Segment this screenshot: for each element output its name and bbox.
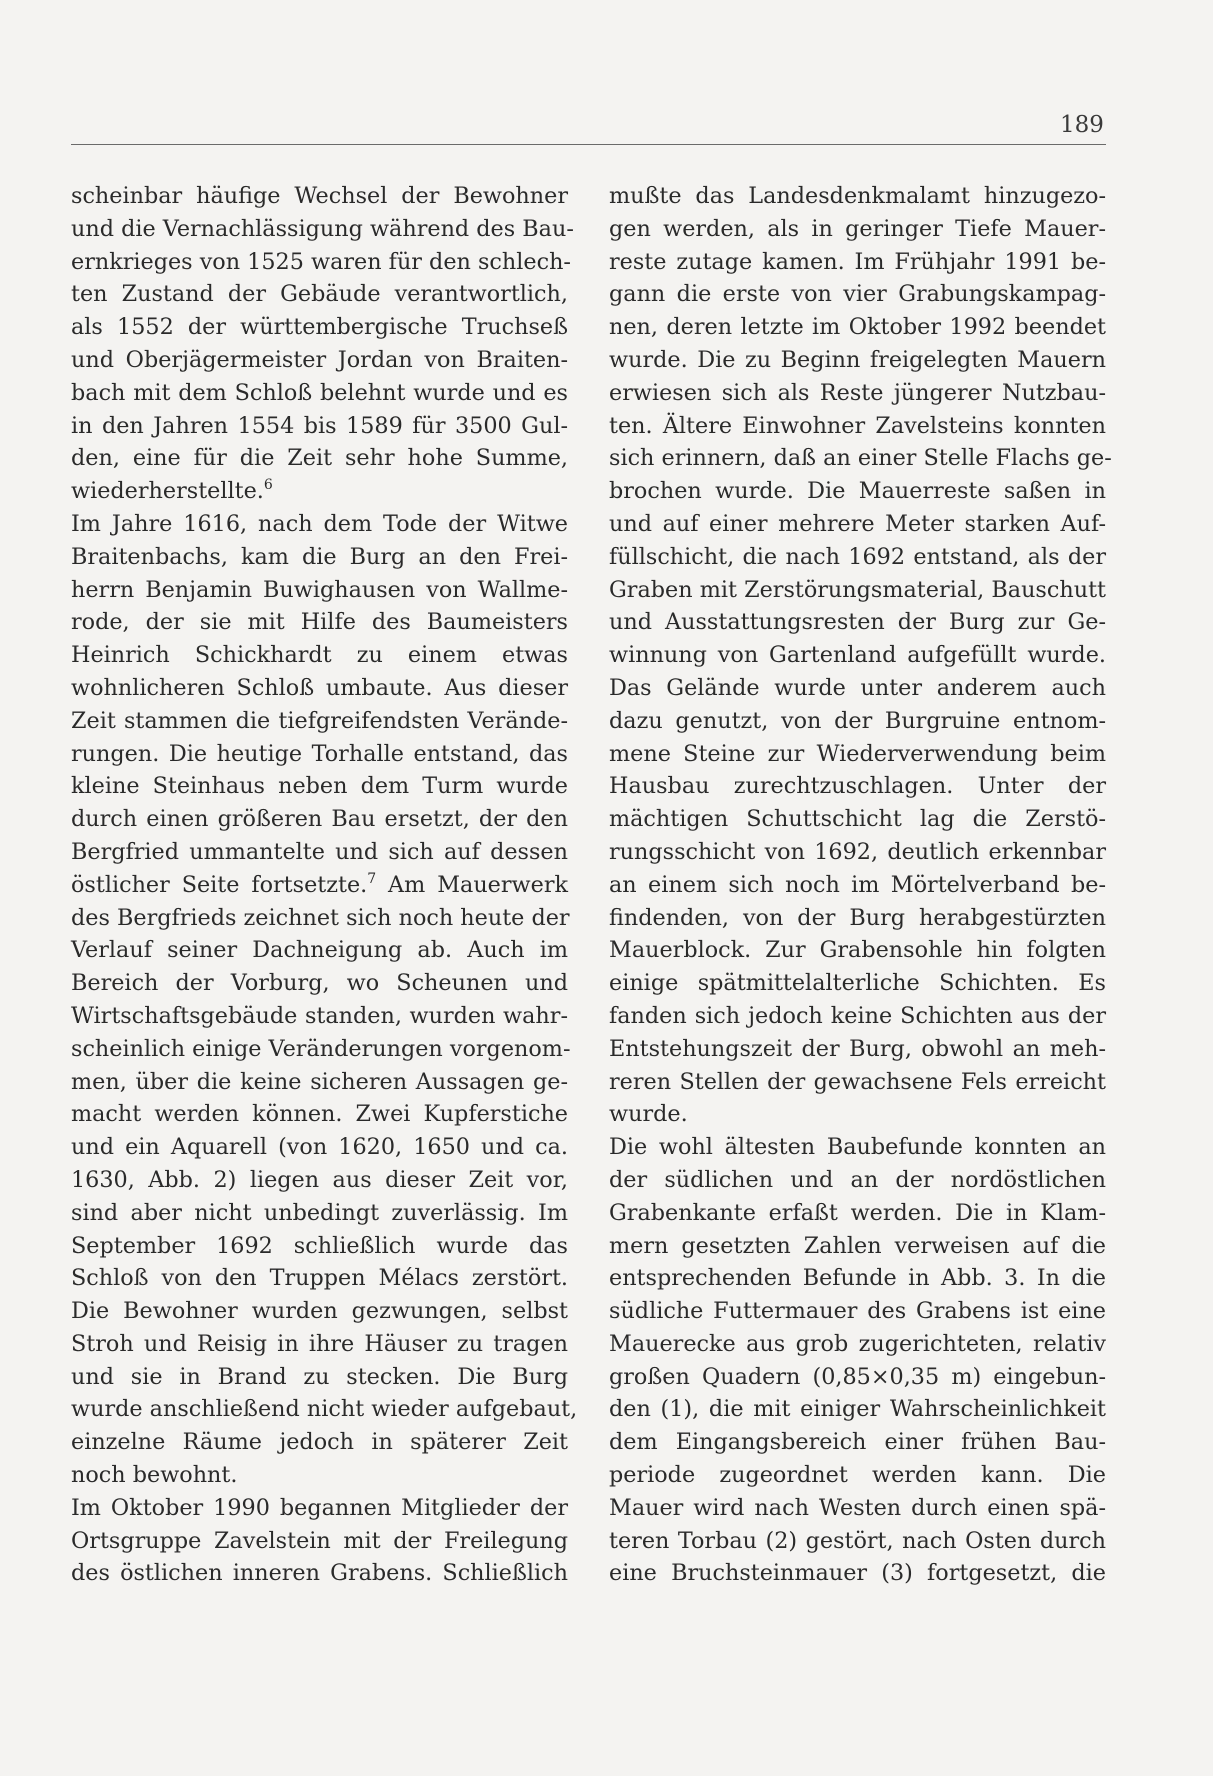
text-line: in den Jahren 1554 bis 1589 für 3500 Gul-: [71, 412, 568, 439]
text-line: Entstehungszeit der Burg, obwohl an meh-: [609, 1035, 1106, 1062]
text-line: als 1552 der württembergische Truchseß: [71, 314, 568, 341]
text-line: 1630, Abb. 2) liegen aus dieser Zeit vor,: [71, 1166, 568, 1193]
text-line: ten Zustand der Gebäude verantwortlich,: [71, 281, 568, 308]
text-line: gann die erste von vier Grabungskampag-: [609, 281, 1106, 308]
text-line: Ortsgruppe Zavelstein mit der Freilegung: [71, 1527, 568, 1554]
text-line: nen, deren letzte im Oktober 1992 beendet: [609, 314, 1106, 341]
text-line: der südlichen und an der nordöstlichen: [609, 1166, 1106, 1193]
text-line: sich erinnern, daß an einer Stelle Flachs ge-: [609, 445, 1112, 472]
text-line: und sie in Brand zu stecken. Die Burg: [71, 1363, 568, 1390]
text-line: [71, 869, 568, 902]
text-line: einige spätmittelalterliche Schichten. Es: [609, 970, 1106, 997]
text-line: Im Jahre 1616, nach dem Tode der Witwe: [71, 510, 568, 537]
text-line: südliche Futtermauer des Grabens ist eine: [609, 1298, 1106, 1325]
text-line: rungsschicht von 1692, deutlich erkennbar: [609, 838, 1106, 865]
text-line: [71, 475, 568, 508]
text-line: teren Torbau (2) gestört, nach Osten durch: [609, 1527, 1106, 1554]
text-line: Schloß von den Truppen Mélacs zerstört.: [71, 1265, 568, 1292]
text-line: Im Oktober 1990 begannen Mitglieder der: [71, 1494, 568, 1521]
text-line: dem Eingangsbereich einer frühen Bau-: [609, 1429, 1106, 1456]
text-line: Heinrich Schickhardt zu einem etwas: [71, 642, 568, 669]
text-line: gen werden, als in geringer Tiefe Mauer-: [609, 215, 1106, 242]
text-line: brochen wurde. Die Mauerreste saßen in: [609, 478, 1106, 505]
text-line: füllschicht, die nach 1692 entstand, als der: [609, 543, 1106, 570]
text-line: fanden sich jedoch keine Schichten aus der: [609, 1002, 1106, 1029]
text-line: Hausbau zurechtzuschlagen. Unter der: [609, 773, 1106, 800]
text-line: Mauerblock. Zur Grabensohle hin folgten: [609, 937, 1106, 964]
text-line: winnung von Gartenland aufgefüllt wurde.: [609, 642, 1106, 669]
page-number: 189: [1060, 112, 1104, 138]
text-line: Zeit stammen die tiefgreifendsten Verände-: [71, 707, 568, 734]
text-line: scheinbar häufige Wechsel der Bewohner: [71, 183, 568, 209]
text-line: September 1692 schließlich wurde das: [71, 1232, 568, 1259]
text-line: Verlauf seiner Dachneigung ab. Auch im: [71, 937, 568, 964]
text-line: wohnlicheren Schloß umbaute. Aus dieser: [71, 674, 568, 701]
text-line: ten. Ältere Einwohner Zavelsteins konnten: [609, 412, 1106, 439]
text-line: scheinlich einige Veränderungen vorgenom-: [71, 1035, 571, 1062]
text-line: einzelne Räume jedoch in späterer Zeit: [71, 1429, 568, 1456]
text-line: und Ausstattungsresten der Burg zur Ge-: [609, 609, 1106, 636]
text-line: dazu genutzt, von der Burgruine entnom-: [609, 707, 1106, 734]
text-line: und Oberjägermeister Jordan von Braiten-: [71, 346, 568, 373]
text-line: den (1), die mit einiger Wahrscheinlichkeit: [609, 1396, 1106, 1423]
text-line: Bereich der Vorburg, wo Scheunen und: [71, 970, 568, 997]
text-line: Mauerecke aus grob zugerichteten, relativ: [609, 1330, 1106, 1357]
text-line: periode zugeordnet werden kann. Die: [609, 1462, 1106, 1489]
text-line: noch bewohnt.: [71, 1462, 238, 1489]
text-line: macht werden können. Zwei Kupferstiche: [71, 1101, 568, 1128]
text-line: erwiesen sich als Reste jüngerer Nutzbau-: [609, 379, 1106, 406]
text-line: an einem sich noch im Mörtelverband be-: [609, 871, 1106, 898]
right-column: [609, 180, 1112, 1590]
text-line: mußte das Landesdenkmalamt hinzugezo-: [609, 183, 1106, 209]
text-line: bach mit dem Schloß belehnt wurde und es: [71, 379, 568, 406]
text-line: großen Quadern (0,85×0,35 m) eingebun-: [609, 1363, 1106, 1390]
text-line: Bergfried ummantelte und sich auf dessen: [71, 838, 568, 865]
header-rule: [71, 144, 1106, 145]
footnote-ref: 7: [367, 870, 377, 887]
text-line: und auf einer mehrere Meter starken Auf-: [609, 510, 1106, 537]
text-segment: wiederherstellte.: [71, 478, 264, 505]
text-line: herrn Benjamin Buwighausen von Wallme-: [71, 576, 568, 603]
text-line: rode, der sie mit Hilfe des Baumeisters: [71, 609, 568, 636]
text-line: durch einen größeren Bau ersetzt, der den: [71, 806, 568, 833]
text-line: Grabenkante erfaßt werden. Die in Klam-: [609, 1199, 1106, 1226]
text-line: Braitenbachs, kam die Burg an den Frei-: [71, 543, 568, 570]
text-line: Wirtschaftsgebäude standen, wurden wahr-: [71, 1002, 568, 1029]
text-line: Stroh und Reisig in ihre Häuser zu tragen: [71, 1330, 568, 1357]
text-line: rungen. Die heutige Torhalle entstand, das: [71, 740, 568, 767]
text-line: Die Bewohner wurden gezwungen, selbst: [71, 1298, 568, 1325]
text-line: ernkrieges von 1525 waren für den schlech-: [71, 248, 571, 275]
text-line: und die Vernachlässigung während des Bau-: [71, 215, 574, 242]
footnote-ref: 6: [263, 477, 273, 494]
text-line: mächtigen Schuttschicht lag die Zerstö-: [609, 806, 1106, 833]
left-column: [71, 180, 578, 1590]
text-line: den, eine für die Zeit sehr hohe Summe,: [71, 445, 568, 472]
text-line: eine Bruchsteinmauer (3) fortgesetzt, die: [609, 1560, 1106, 1587]
text-line: Das Gelände wurde unter anderem auch: [609, 674, 1106, 701]
text-line: wurde anschließend nicht wieder aufgebaut,: [71, 1396, 578, 1423]
text-segment: Am Mauerwerk: [376, 871, 568, 898]
text-line: entsprechenden Befunde in Abb. 3. In die: [609, 1265, 1106, 1292]
text-line: reren Stellen der gewachsene Fels erreicht: [609, 1068, 1106, 1095]
text-line: wurde.: [609, 1101, 688, 1128]
text-line: des Bergfrieds zeichnet sich noch heute der: [71, 904, 570, 931]
text-line: findenden, von der Burg herabgestürzten: [609, 904, 1106, 931]
text-line: und ein Aquarell (von 1620, 1650 und ca.: [71, 1134, 568, 1161]
text-line: mern gesetzten Zahlen verweisen auf die: [609, 1232, 1106, 1259]
text-line: Die wohl ältesten Baubefunde konnten an: [609, 1134, 1106, 1161]
text-line: des östlichen inneren Grabens. Schließlich: [71, 1560, 568, 1587]
text-line: Mauer wird nach Westen durch einen spä-: [609, 1494, 1106, 1521]
text-segment: östlicher Seite fortsetzte.: [71, 871, 368, 898]
text-line: wurde. Die zu Beginn freigelegten Mauern: [609, 346, 1106, 373]
text-line: reste zutage kamen. Im Frühjahr 1991 be-: [609, 248, 1106, 275]
text-line: men, über die keine sicheren Aussagen ge-: [71, 1068, 568, 1095]
text-line: sind aber nicht unbedingt zuverlässig. Im: [71, 1199, 568, 1226]
text-line: Graben mit Zerstörungsmaterial, Bauschutt: [609, 576, 1106, 603]
text-line: mene Steine zur Wiederverwendung beim: [609, 740, 1106, 767]
text-line: kleine Steinhaus neben dem Turm wurde: [71, 773, 568, 800]
